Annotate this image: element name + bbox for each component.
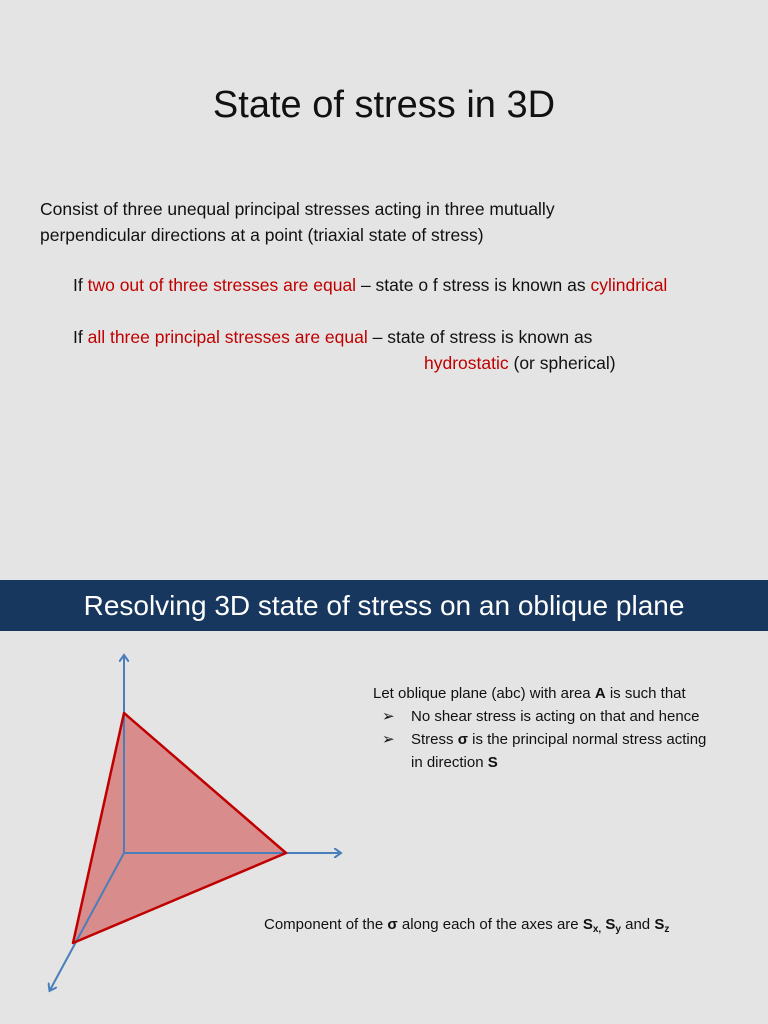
intro-line-1: Consist of three unequal principal stresses acting in three mutually	[40, 199, 555, 219]
sigma-symbol: σ	[457, 731, 468, 748]
oblique-plane-face	[73, 713, 286, 943]
component-middle: along each of the axes are	[397, 916, 583, 933]
sx-symbol: S	[582, 916, 593, 933]
hyd-highlight: all three principal stresses are equal	[87, 327, 368, 347]
bullet-principal-stress-line2	[411, 751, 498, 774]
hydrostatic-paragraph	[73, 324, 763, 350]
section-banner: Resolving 3D state of stress on an oblique plane	[0, 580, 768, 631]
stress-tetrahedron-diagram	[0, 640, 360, 1010]
and-word: and	[620, 916, 655, 933]
intro-line-2: perpendicular directions at a point (triaxial state of stress)	[40, 225, 484, 245]
area-symbol: A	[594, 685, 606, 702]
bullet-no-shear	[382, 705, 700, 728]
slide-title: State of stress in 3D	[212, 84, 556, 126]
cyl-prefix: If	[73, 275, 88, 295]
hyd-prefix: If	[73, 327, 88, 347]
hyd-middle: – state of stress is known as	[367, 327, 593, 347]
intro-prefix: Let oblique plane (abc) with area	[373, 685, 595, 702]
hydrostatic-paragraph-line2	[424, 350, 616, 376]
sy-subscript: y	[615, 924, 621, 935]
oblique-plane-intro	[373, 682, 686, 705]
cyl-term: cylindrical	[590, 275, 668, 295]
hyd-suffix: (or spherical)	[508, 353, 616, 373]
bullet-principal-stress	[382, 728, 706, 751]
arrow-bullet-icon: ➢	[382, 708, 395, 725]
bullet-line2-prefix: in direction	[411, 754, 488, 771]
sz-symbol: S	[654, 916, 665, 933]
sy-symbol: S	[605, 916, 616, 933]
sigma-symbol: σ	[387, 916, 398, 933]
arrow-bullet-icon: ➢	[382, 731, 395, 748]
cyl-highlight: two out of three stresses are equal	[87, 275, 357, 295]
intro-suffix: is such that	[605, 685, 686, 702]
direction-symbol: S	[487, 754, 498, 771]
component-prefix: Component of the	[264, 916, 388, 933]
slide-oblique-plane	[0, 580, 768, 1024]
cylindrical-paragraph	[73, 272, 763, 298]
hyd-term: hydrostatic	[424, 353, 509, 373]
bullet-text-prefix: Stress	[411, 731, 458, 748]
intro-paragraph	[40, 196, 740, 248]
bullet-text-suffix: is the principal normal stress acting	[467, 731, 707, 748]
cyl-middle: – state o f stress is known as	[356, 275, 591, 295]
sz-subscript: z	[664, 924, 670, 935]
bullet-text: No shear stress is acting on that and hence	[411, 708, 700, 725]
component-statement	[264, 913, 669, 941]
sx-subscript: x,	[592, 924, 602, 935]
